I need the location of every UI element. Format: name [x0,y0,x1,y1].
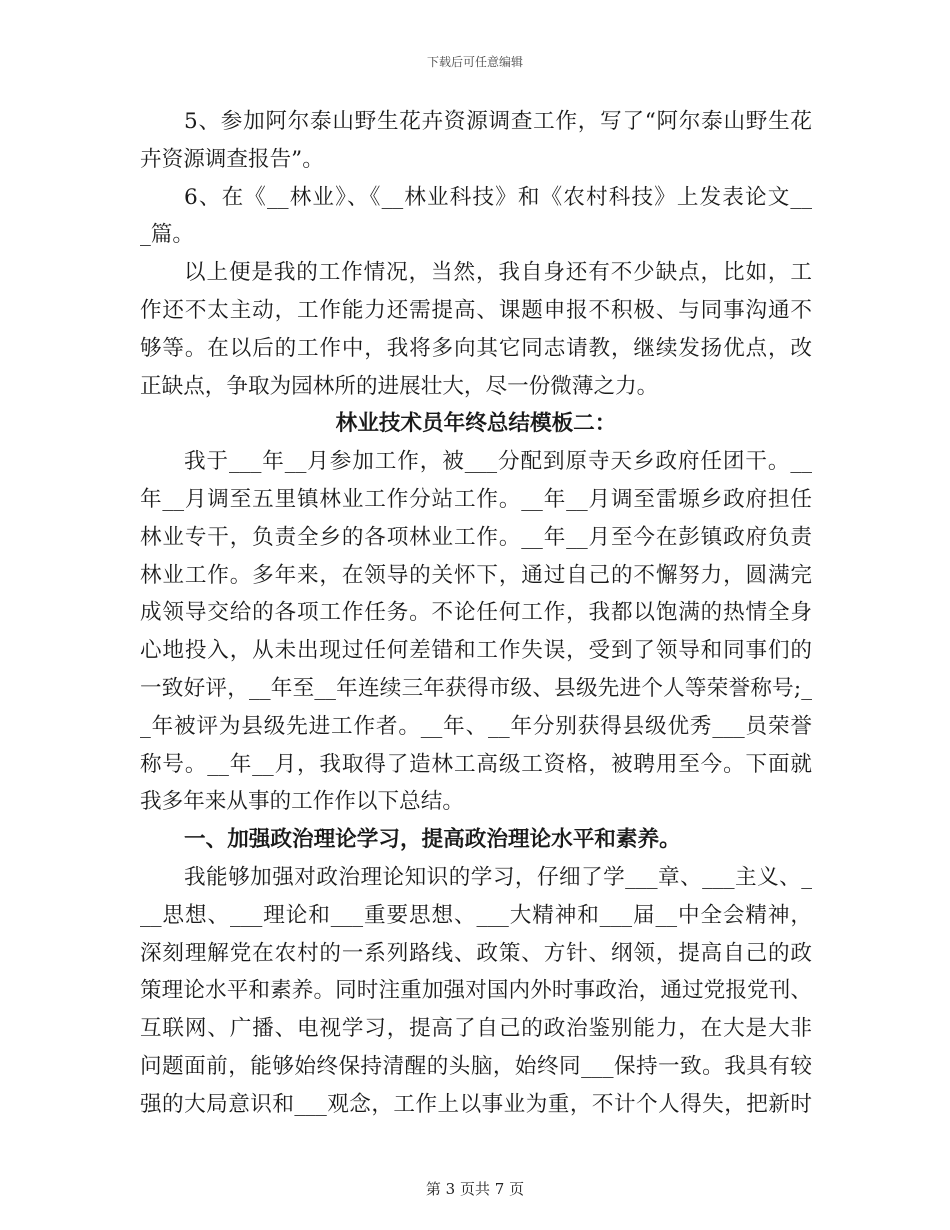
text-line: 5、参加阿尔泰山野生花卉资源调查工作，写了“阿尔泰山野生花 [184,109,812,134]
document-body [140,103,812,1124]
text-line: 问题面前，能够始终保持清醒的头脑，始终同___保持一致。我具有较 [140,1053,812,1079]
text-line: 林业专干，负责全乡的各项林业工作。__年__月至今在彭镇政府负责 [140,524,812,550]
text-line: 够等。在以后的工作中，我将多向其它同志请教，继续发扬优点，改 [140,335,812,361]
text-line: _篇。 [140,222,194,248]
text-line: 正缺点，争取为园林所的进展壮大，尽一份微薄之力。 [140,373,659,399]
text-line: 作还不太主动，工作能力还需提高、课题申报不积极、与同事沟通不 [140,297,812,323]
text-line: 一致好评，__年至__年连续三年获得市级、县级先进个人等荣誉称号;_ [140,675,812,701]
text-line: 心地投入，从未出现过任何差错和工作失误，受到了领导和同事们的 [140,638,812,664]
paragraph-item-6 [140,179,812,255]
text-line: 成领导交给的各项工作任务。不论任何工作，我都以饱满的热情全身 [140,600,812,626]
text-line: _年被评为县级先进工作者。__年、__年分别获得县级优秀___员荣誉 [140,713,812,739]
paragraph-conclusion [140,254,812,405]
paragraph-intro [140,443,812,821]
text-line: 互联网、广播、电视学习，提高了自己的政治鉴别能力，在大是大非 [140,1016,812,1042]
text-line: 我能够加强对政治理论知识的学习，仔细了学___章、___主义、_ [184,864,812,890]
text-line: 强的大局意识和___观念，工作上以事业为重，不计个人得失，把新时 [140,1091,812,1117]
section-heading: 林业技术员年终总结模板二： [335,411,617,437]
paragraph-item-5 [140,103,812,179]
page-header: 下载后可任意编辑 [426,55,523,69]
text-line: 以上便是我的工作情况，当然，我自身还有不少缺点，比如，工 [184,260,812,286]
page-footer: 第 3 页共 7 页 [425,1180,525,1198]
text-line: 林业工作。多年来，在领导的关怀下，通过自己的不懈努力，圆满完 [140,562,812,588]
text-line: 卉资源调查报告”。 [140,146,324,172]
text-line: 我多年来从事的工作作以下总结。 [140,789,464,815]
text-line: 称号。__年__月，我取得了造林工高级工资格，被聘用至今。下面就 [140,751,812,777]
text-line: 我于___年__月参加工作，被___分配到原寺天乡政府任团干。__ [184,449,812,475]
text-line: 策理论水平和素养。同时注重加强对国内外时事政治，通过党报党刊、 [140,978,812,1004]
text-line: __思想、___理论和___重要思想、___大精神和___届__中全会精神， [140,902,812,928]
paragraph-political-study [140,859,812,1124]
text-line: 6、在《__林业》、《__林业科技》和《农村科技》上发表论文__ [184,184,812,210]
text-line: 年__月调至五里镇林业工作分站工作。__年__月调至雷塬乡政府担任 [140,486,812,512]
text-line: 深刻理解党在农村的一系列路线、政策、方针、纲领，提高自己的政 [140,940,812,966]
subsection-heading: 一、加强政治理论学习，提高政治理论水平和素养。 [184,827,681,853]
